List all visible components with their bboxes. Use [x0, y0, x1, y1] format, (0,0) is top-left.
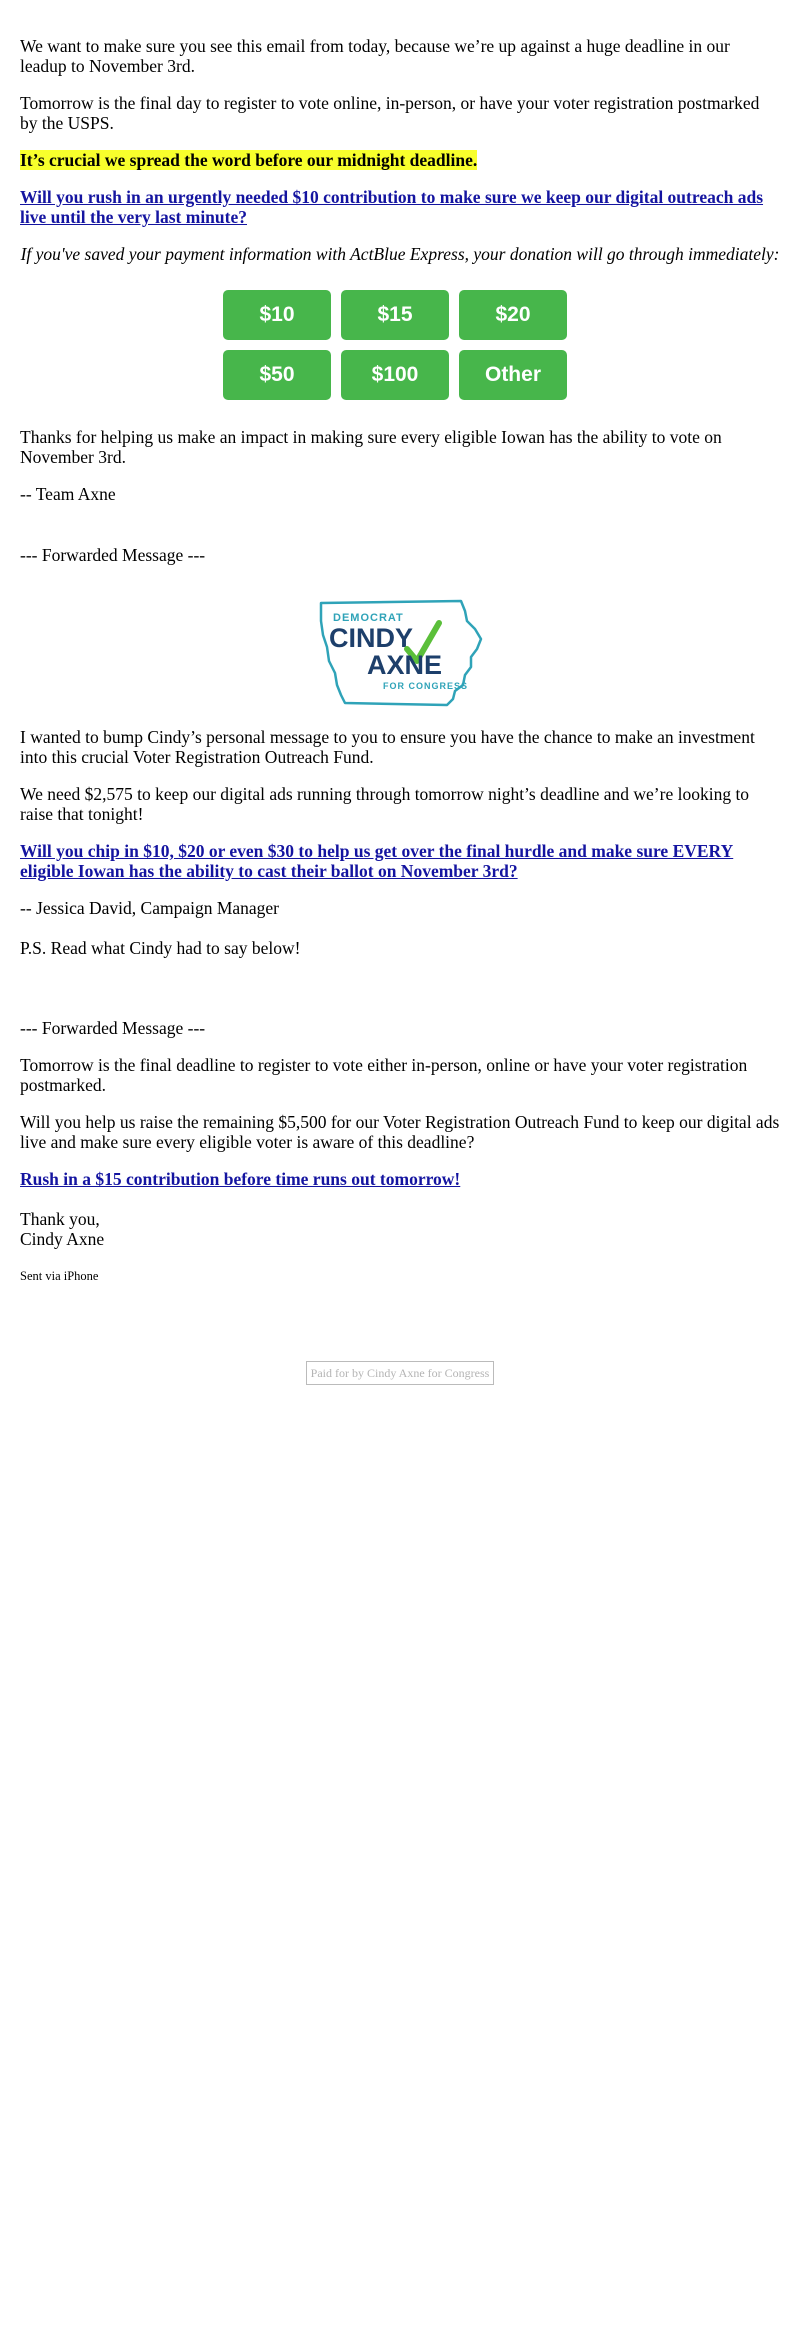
thank-you-line: Thank you,: [20, 1209, 100, 1229]
ps-line: P.S. Read what Cindy had to say below!: [20, 938, 301, 958]
logo-cindy-text: CINDY: [329, 623, 414, 653]
logo-democrat-text: DEMOCRAT: [333, 612, 404, 624]
paid-for-disclaimer: Paid for by Cindy Axne for Congress: [306, 1361, 495, 1385]
logo-axne-text: AXNE: [367, 650, 443, 680]
ask-link-10-dollar[interactable]: Will you rush in an urgently needed $10 contribution to make sure we keep our digital outreach ads live until the very last minute?: [20, 187, 764, 227]
need-paragraph: We need $2,575 to keep our digital ads running through tomorrow night’s deadline and we’re looking to raise that tonight!: [20, 784, 750, 824]
donate-10-button[interactable]: $10: [223, 290, 331, 340]
forwarded-header-1: --- Forwarded Message ---: [20, 545, 206, 565]
team-signature: -- Team Axne: [20, 484, 116, 504]
donate-20-button[interactable]: $20: [459, 290, 567, 340]
cindy-signature: Cindy Axne: [20, 1229, 105, 1249]
manager-signature: -- Jessica David, Campaign Manager: [20, 898, 280, 918]
paid-for-footer: [20, 1361, 780, 1385]
thanks-paragraph: Thanks for helping us make an impact in making sure every eligible Iowan has the ability to vote on November 3rd.: [20, 427, 722, 467]
iowa-outline-logo: [315, 599, 485, 707]
highlight-text: It’s crucial we spread the word before our midnight deadline.: [20, 150, 478, 170]
actblue-express-note: If you've saved your payment information with ActBlue Express, your donation will go through immediately:: [20, 244, 780, 264]
remaining-paragraph: Will you help us raise the remaining $5,500 for our Voter Registration Outreach Fund to keep our digital ads live and make sure every eligible voter is aware of this deadline?: [20, 1112, 780, 1152]
ask-link-chip-in[interactable]: Will you chip in $10, $20 or even $30 to help us get over the final hurdle and make sure EVERY eligible Iowan has the ability to cast their ballot on November 3rd?: [20, 841, 734, 881]
deadline-paragraph: Tomorrow is the final deadline to register to vote either in-person, online or have your voter registration postmarked.: [20, 1055, 748, 1095]
sent-via-iphone: Sent via iPhone: [20, 1269, 99, 1283]
donate-50-button[interactable]: $50: [223, 350, 331, 400]
intro-paragraph-2: Tomorrow is the final day to register to vote online, in-person, or have your voter registration postmarked by the USPS.: [20, 93, 760, 133]
highlight-line: [20, 150, 780, 170]
forwarded-header-2: --- Forwarded Message ---: [20, 1018, 206, 1038]
logo-for-congress-text: FOR CONGRESS: [383, 681, 469, 691]
bump-paragraph: I wanted to bump Cindy’s personal message to you to ensure you have the chance to make an investment into this crucial Voter Registration Outreach Fund.: [20, 727, 755, 767]
intro-paragraph-1: We want to make sure you see this email from today, because we’re up against a huge deadline in our leadup to November 3rd.: [20, 36, 730, 76]
donate-other-button[interactable]: Other: [459, 350, 567, 400]
campaign-logo: [315, 599, 485, 707]
donate-15-button[interactable]: $15: [341, 290, 449, 340]
donation-button-grid: [223, 290, 577, 400]
donate-100-button[interactable]: $100: [341, 350, 449, 400]
ask-link-15-dollar[interactable]: Rush in a $15 contribution before time runs out tomorrow!: [20, 1169, 461, 1189]
